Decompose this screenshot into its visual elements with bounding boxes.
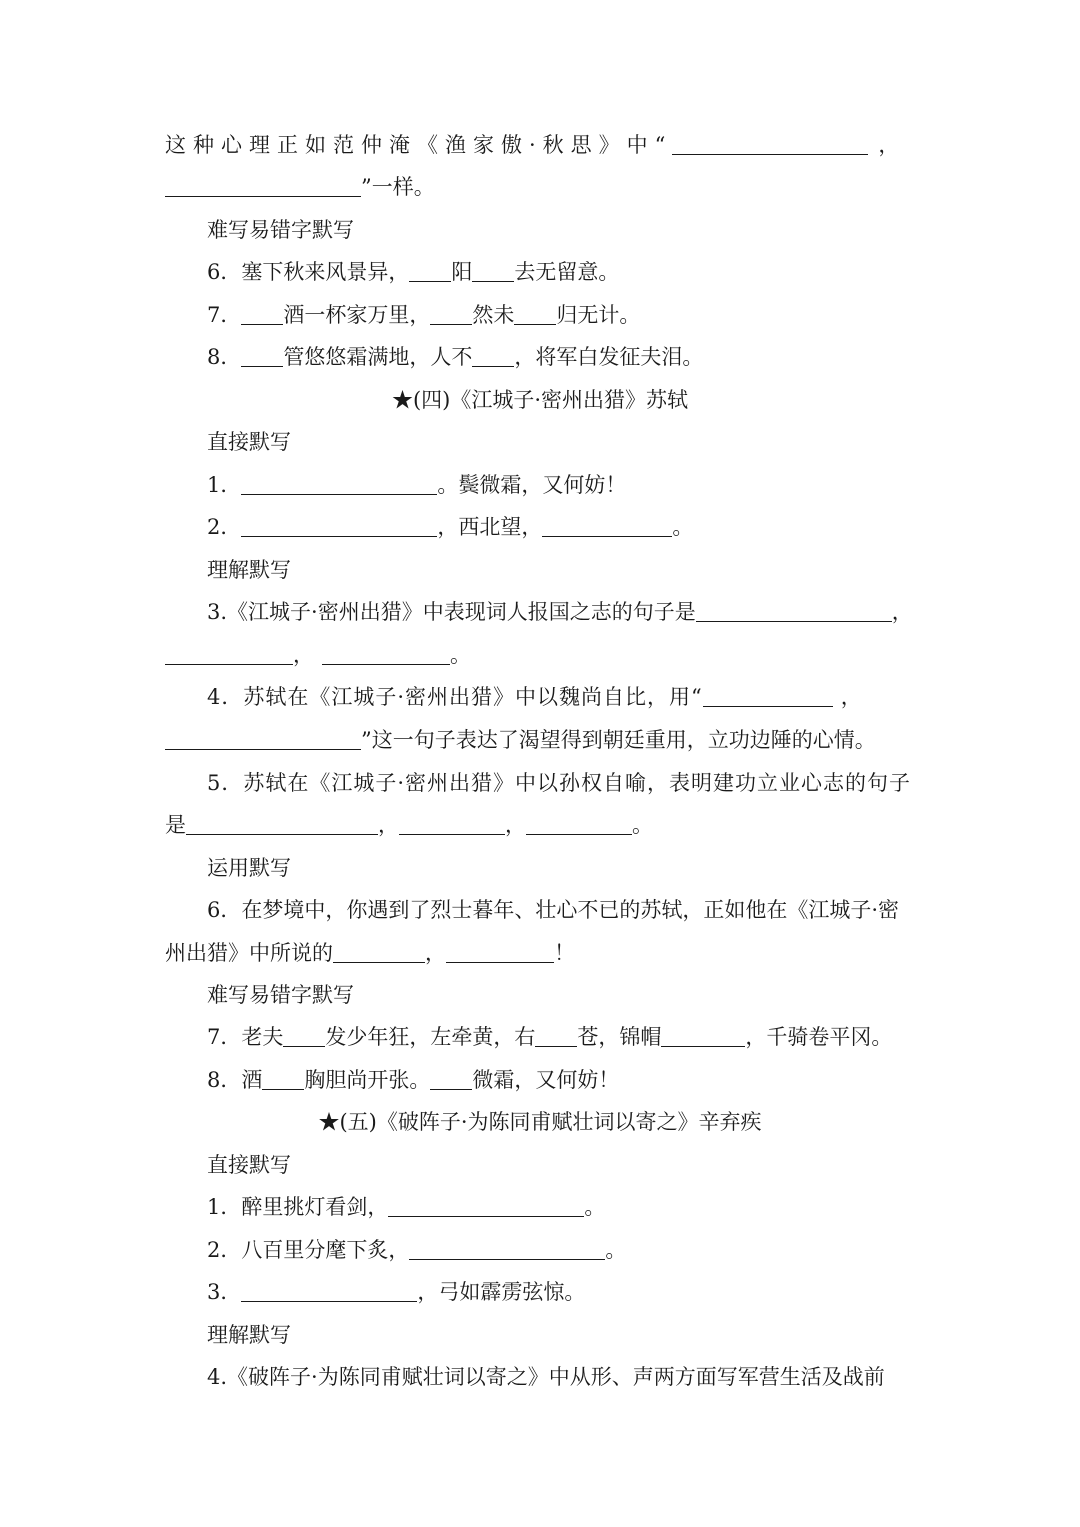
text: ， <box>505 813 526 837</box>
answer-blank[interactable] <box>241 344 283 367</box>
question-item <box>0 300 1080 330</box>
question-text: 6．在梦境中，你遇到了烈士暮年、壮心不已的苏轼，正如他在《江城子·密 <box>207 898 900 922</box>
question-item <box>0 1065 1080 1095</box>
answer-blank[interactable] <box>165 174 361 197</box>
text: 胸胆尚开张。 <box>304 1068 431 1092</box>
question-text: 4．苏轼在《江城子·密州出猎》中以魏尚自比，用“ <box>207 685 703 709</box>
question-item <box>0 257 1080 287</box>
answer-blank[interactable] <box>388 1194 584 1217</box>
question-number: 1． <box>207 1195 242 1219</box>
answer-blank[interactable] <box>409 1237 605 1260</box>
question-number: 8． <box>207 345 242 369</box>
text-line <box>0 938 1080 968</box>
question-item <box>0 1235 1080 1265</box>
question-number: 3． <box>207 1280 242 1304</box>
question-item <box>0 1192 1080 1222</box>
answer-blank[interactable] <box>703 684 833 707</box>
text: 州出猎》中所说的 <box>165 941 333 965</box>
answer-blank[interactable] <box>165 642 293 665</box>
text: 塞下秋来风景异， <box>241 260 410 284</box>
section-title: ★(五)《破阵子·为陈同甫赋壮词以寄之》辛弃疾 <box>318 1110 762 1134</box>
question-item <box>0 895 1080 925</box>
text: 酒 <box>241 1068 263 1092</box>
text: ， <box>378 813 399 837</box>
answer-blank[interactable] <box>241 514 437 537</box>
answer-blank[interactable] <box>672 132 868 155</box>
answer-blank[interactable] <box>333 940 425 963</box>
text: 老夫 <box>241 1025 284 1049</box>
question-item <box>0 470 1080 500</box>
answer-blank[interactable] <box>526 812 632 835</box>
section-heading: 直接默写 <box>207 1153 291 1177</box>
question-item <box>0 342 1080 372</box>
question-item <box>0 512 1080 542</box>
answer-blank[interactable] <box>322 642 450 665</box>
answer-blank[interactable] <box>696 599 892 622</box>
text: ， <box>425 941 446 965</box>
answer-blank[interactable] <box>446 940 554 963</box>
text: 去无留意。 <box>514 260 620 284</box>
question-number: 1． <box>207 473 242 497</box>
text: 醉里挑灯看剑， <box>241 1195 389 1219</box>
text: 然未 <box>472 303 515 327</box>
answer-blank[interactable] <box>165 727 361 750</box>
answer-blank[interactable] <box>542 514 672 537</box>
text: ，将军白发征夫泪。 <box>514 345 704 369</box>
text: ！ <box>554 941 575 965</box>
answer-blank[interactable] <box>283 1024 325 1047</box>
text: ， <box>293 643 314 667</box>
text: 。 <box>672 515 694 539</box>
text: ”一样。 <box>361 175 435 199</box>
text: 。 <box>632 813 653 837</box>
answer-blank[interactable] <box>430 1067 472 1090</box>
text: ，千骑卷平冈。 <box>745 1025 893 1049</box>
text: ，西北望， <box>437 515 543 539</box>
text: 酒一杯家万里， <box>283 303 431 327</box>
text-line <box>0 172 1080 202</box>
answer-blank[interactable] <box>241 472 437 495</box>
answer-blank[interactable] <box>241 302 283 325</box>
text: ，弓如霹雳弦惊。 <box>417 1280 586 1304</box>
text-line <box>0 640 1080 670</box>
text: 管悠悠霜满地，人不 <box>283 345 473 369</box>
answer-blank[interactable] <box>430 302 472 325</box>
text: 。 <box>584 1195 606 1219</box>
question-number: 7． <box>207 1025 242 1049</box>
answer-blank[interactable] <box>514 302 556 325</box>
text: ”这一句子表达了渴望得到朝廷重用，立功边陲的心情。 <box>361 728 876 752</box>
question-item <box>0 1277 1080 1307</box>
text: 苍，锦帽 <box>577 1025 662 1049</box>
question-number: 7． <box>207 303 242 327</box>
section-heading: 理解默写 <box>207 558 291 582</box>
answer-blank[interactable] <box>399 812 505 835</box>
section-heading: 难写易错字默写 <box>207 218 354 242</box>
section-title: ★(四)《江城子·密州出猎》苏轼 <box>391 388 689 412</box>
section-heading: 运用默写 <box>207 856 291 880</box>
question-item <box>0 1022 1080 1052</box>
text: 。鬓微霜，又何妨！ <box>437 473 627 497</box>
text: ， <box>891 600 913 624</box>
answer-blank[interactable] <box>262 1067 304 1090</box>
text: 是 <box>165 813 186 837</box>
text: 归无计。 <box>556 303 641 327</box>
question-text: 5．苏轼在《江城子·密州出猎》中以孙权自喻，表明建功立业心志的句子 <box>207 771 912 795</box>
text-line <box>0 725 1080 755</box>
question-text: 3.《江城子·密州出猎》中表现词人报国之志的句子是 <box>207 600 696 624</box>
text: ， <box>878 133 900 157</box>
section-heading: 理解默写 <box>207 1323 291 1347</box>
text-line <box>0 810 1080 840</box>
answer-blank[interactable] <box>661 1024 745 1047</box>
answer-blank[interactable] <box>472 344 514 367</box>
text-line <box>0 130 1080 160</box>
text: 阳 <box>451 260 473 284</box>
text: 发少年狂，左牵黄，右 <box>325 1025 536 1049</box>
text: 这种心理正如范仲淹《渔家傲·秋思》中“ <box>165 133 673 157</box>
question-number: 6． <box>207 260 242 284</box>
answer-blank[interactable] <box>535 1024 577 1047</box>
section-heading: 难写易错字默写 <box>207 983 354 1007</box>
section-heading: 直接默写 <box>207 430 291 454</box>
question-number: 8． <box>207 1068 242 1092</box>
text: ， <box>840 685 862 709</box>
answer-blank[interactable] <box>241 1279 417 1302</box>
question-item <box>0 597 1080 627</box>
text: 微霜，又何妨！ <box>472 1068 620 1092</box>
answer-blank[interactable] <box>186 812 378 835</box>
question-item <box>0 1362 1080 1392</box>
question-item <box>0 682 1080 712</box>
question-number: 2． <box>207 515 242 539</box>
text: 。 <box>605 1238 627 1262</box>
question-text: 4.《破阵子·为陈同甫赋壮词以寄之》中从形、声两方面写军营生活及战前 <box>207 1365 885 1389</box>
answer-blank[interactable] <box>409 259 451 282</box>
question-number: 2． <box>207 1238 242 1262</box>
text: 。 <box>450 643 471 667</box>
answer-blank[interactable] <box>472 259 514 282</box>
question-item <box>0 768 1080 798</box>
text: 八百里分麾下炙， <box>241 1238 410 1262</box>
